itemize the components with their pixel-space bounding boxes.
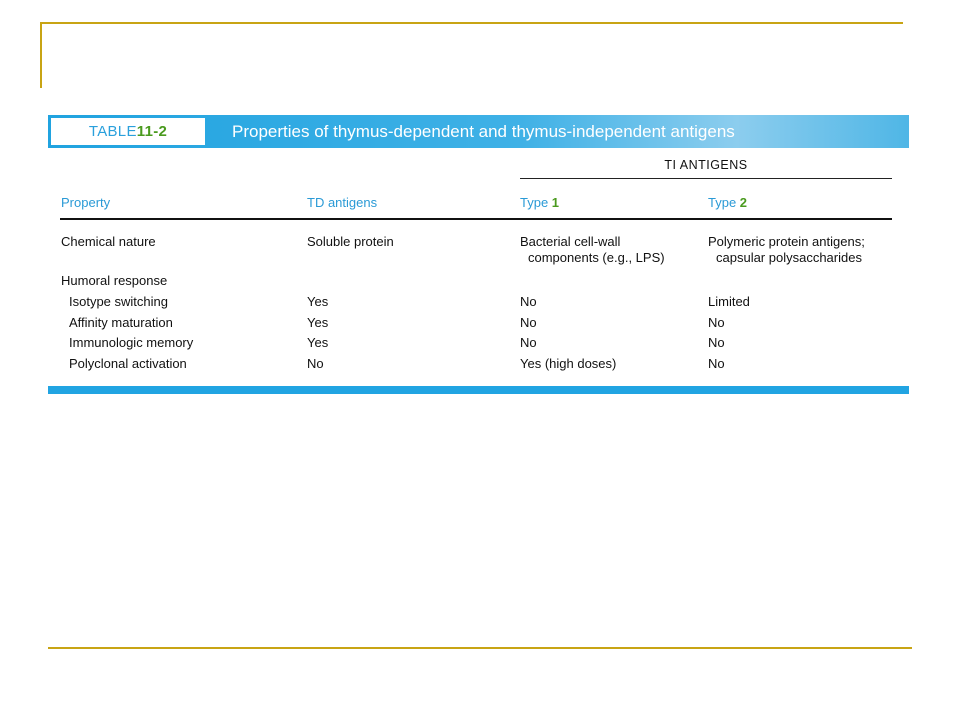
row-immunologic-memory-td: Yes xyxy=(307,335,329,350)
row-immunologic-memory-type2: No xyxy=(708,335,725,350)
table-bottom-bar xyxy=(48,386,909,394)
row-chemical-nature-type1: Bacterial cell-wall xyxy=(520,234,621,249)
row-isotype-switching-type1: No xyxy=(520,294,537,309)
row-affinity-maturation-type1: No xyxy=(520,315,537,330)
table-label xyxy=(51,118,205,145)
row-polyclonal-activation-td: No xyxy=(307,356,324,371)
table-label-prefix: TABLE xyxy=(88,123,137,140)
row-polyclonal-activation-type2: No xyxy=(708,356,725,371)
type-1-word: Type xyxy=(520,195,552,210)
row-isotype-switching-td: Yes xyxy=(307,294,329,309)
row-polyclonal-activation-property: Polyclonal activation xyxy=(69,356,187,371)
column-header-type-1 xyxy=(520,195,559,210)
column-header-rule xyxy=(60,218,892,220)
group-header-rule xyxy=(520,178,892,179)
column-header-property: Property xyxy=(61,195,111,210)
type-2-number: 2 xyxy=(739,195,748,210)
ti-antigens-group-header: TI ANTIGENS xyxy=(664,158,748,172)
type-2-word: Type xyxy=(708,195,740,210)
decorative-bottom-rule xyxy=(48,647,912,649)
column-header-td-antigens: TD antigens xyxy=(307,195,378,210)
row-chemical-nature-type1-cont: components (e.g., LPS) xyxy=(528,250,665,265)
decorative-left-rule xyxy=(40,22,42,88)
row-isotype-switching-type2: Limited xyxy=(708,294,750,309)
row-chemical-nature-td: Soluble protein xyxy=(307,234,394,249)
row-affinity-maturation-property: Affinity maturation xyxy=(69,315,173,330)
table-title: Properties of thymus-dependent and thymus-independent antigens xyxy=(232,122,735,141)
row-immunologic-memory-type1: No xyxy=(520,335,537,350)
row-polyclonal-activation-type1: Yes (high doses) xyxy=(520,356,617,371)
row-affinity-maturation-td: Yes xyxy=(307,315,329,330)
column-header-type-2 xyxy=(708,195,747,210)
table-number: 11-2 xyxy=(136,123,168,140)
row-affinity-maturation-type2: No xyxy=(708,315,725,330)
row-isotype-switching-property: Isotype switching xyxy=(69,294,168,309)
row-humoral-response-property: Humoral response xyxy=(61,273,168,288)
table-banner xyxy=(48,115,909,148)
row-immunologic-memory-property: Immunologic memory xyxy=(69,335,194,350)
decorative-top-rule xyxy=(40,22,903,24)
row-chemical-nature-property: Chemical nature xyxy=(61,234,156,249)
row-chemical-nature-type2: Polymeric protein antigens; xyxy=(708,234,865,249)
row-chemical-nature-type2-cont: capsular polysaccharides xyxy=(716,250,862,265)
type-1-number: 1 xyxy=(551,195,560,210)
